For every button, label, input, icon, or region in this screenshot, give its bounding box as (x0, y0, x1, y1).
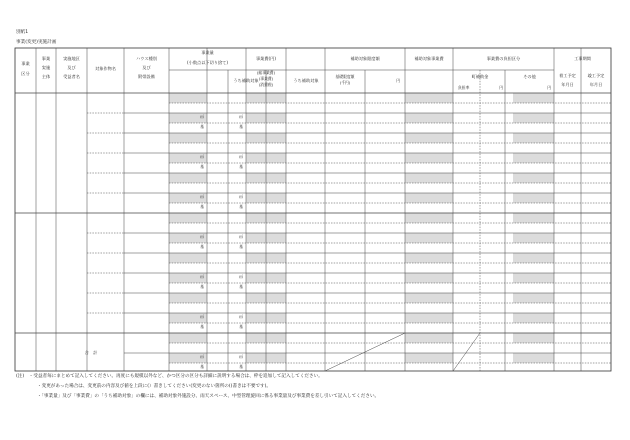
header-shunko: 年月日 (589, 82, 603, 87)
shaded-cell (169, 173, 207, 183)
shaded-cell (169, 213, 207, 223)
shaded-cell (513, 333, 554, 343)
note-3: ・「事業量」及び「事業費」の「うち補助対象」の欄には、補助対象外施設分、雨天スペース、中型管理旋回に係る事業量及び事業費を差し引いて記入してください。 (37, 394, 380, 399)
diagonal-line (453, 333, 480, 371)
unit-m2: ㎡ (239, 314, 243, 319)
header-jigyo-kubun: 区分 (21, 71, 30, 76)
header-jisshi-shutai: 実施 (41, 65, 51, 70)
unit-ki: 基 (200, 204, 204, 209)
unit-ki: 基 (200, 364, 204, 369)
shaded-cell (169, 133, 207, 143)
unit-m2: ㎡ (239, 354, 243, 359)
unit-m2: ㎡ (239, 194, 243, 199)
shaded-cell (513, 273, 554, 283)
shaded-cell (513, 93, 554, 103)
header-jigyoryo: 事業量 (201, 50, 214, 55)
shaded-cell (513, 193, 554, 203)
unit-ki: 基 (239, 204, 243, 209)
shaded-cell (513, 253, 554, 263)
note-1: (注) ・受益者毎にまとめて記入してください。再度にも規模以外など、かつ区分の区分も詳細に説明する場合は、枠を追加して記入してください。 (16, 374, 323, 379)
unit-m2: ㎡ (200, 114, 204, 119)
unit-ki: 基 (200, 124, 204, 129)
header-shunko: 竣工予定 (587, 73, 605, 78)
unit-ki: 基 (239, 124, 243, 129)
shaded-cell (513, 293, 554, 303)
header-yen: 円 (396, 78, 400, 83)
header-chiku: 及び (67, 65, 76, 70)
header-jigyohi-sub: (総事業費) (256, 70, 276, 75)
shaded-cell (405, 93, 453, 103)
shaded-cell (513, 353, 554, 363)
header-kijun: 基礎限度額 (335, 74, 355, 79)
header-jigyo-kubun: 事業 (21, 61, 30, 66)
shaded-cell (513, 133, 554, 143)
shaded-cell (405, 153, 453, 163)
unit-m2: ㎡ (239, 114, 243, 119)
unit-m2: ㎡ (200, 354, 204, 359)
unit-m2: ㎡ (200, 234, 204, 239)
unit-m2: ㎡ (200, 274, 204, 279)
shaded-cell (405, 113, 453, 123)
header-hojo-jogen: 補助対象限度額 (350, 56, 380, 61)
header-yen: 円 (499, 85, 503, 90)
header-yen: 円 (547, 85, 551, 90)
shaded-cell (405, 273, 453, 283)
unit-m2: ㎡ (239, 234, 243, 239)
unit-m2: ㎡ (239, 274, 243, 279)
shaded-cell (513, 313, 554, 323)
shaded-cell (513, 233, 554, 243)
unit-m2: ㎡ (200, 154, 204, 159)
header-jisshi-shutai: 主体 (41, 74, 51, 79)
header-uchi-hojo-taisho-2: うち補助対象 (293, 78, 319, 83)
header-chiku: 受益者名 (63, 74, 80, 79)
shaded-cell (405, 173, 453, 183)
shaded-cell (513, 153, 554, 163)
unit-ki: 基 (200, 164, 204, 169)
header-chakko: 着工予定 (559, 73, 576, 78)
shaded-cell (405, 353, 453, 363)
header-jigyohi-sub: (事業費) (258, 76, 274, 81)
header-jisshi-shutai: 事業 (41, 56, 51, 61)
unit-m2: ㎡ (239, 154, 243, 159)
header-chakko: 年月日 (561, 82, 574, 87)
header-house: ハウス種別 (136, 56, 157, 61)
unit-m2: ㎡ (200, 314, 204, 319)
shaded-cell (513, 113, 554, 123)
unit-ki: 基 (239, 324, 243, 329)
shaded-cell (169, 93, 207, 103)
note-2: ・変更があった場合は、変更前の内容及び値を上段に(）書きしてください(変更のない箇所の()書きは不要です)。 (37, 384, 272, 389)
shaded-cell (405, 253, 453, 263)
total-label: 合 計 (84, 350, 98, 355)
shaded-cell (169, 293, 207, 303)
page-title: 事業(変更)実施計画 (16, 40, 57, 45)
header-house: 附帯設備 (138, 74, 155, 79)
header-koufukin: 町補助金 (471, 74, 489, 79)
header-jigyoryo: (小数点以下切り捨て) (187, 60, 228, 65)
unit-ki: 基 (200, 324, 204, 329)
shaded-cell (405, 193, 453, 203)
unit-ki: 基 (200, 244, 204, 249)
unit-ki: 基 (239, 284, 243, 289)
header-kouki: 工事期間 (574, 56, 591, 61)
shaded-cell (405, 313, 453, 323)
shaded-cell (169, 253, 207, 263)
shaded-cell (405, 233, 453, 243)
header-jigyohi: 事業費(円) (255, 56, 277, 61)
unit-ki: 基 (239, 364, 243, 369)
header-hojo-jigyohi: 補助対象事業費 (414, 56, 444, 61)
shaded-cell (405, 133, 453, 143)
header-uchi-hojo-taisho: うち補助対象 (233, 78, 259, 83)
header-jigyohi-sub: (消費税) (258, 82, 274, 87)
unit-ki: 基 (239, 244, 243, 249)
header-sonota: その他 (523, 74, 536, 79)
header-chiku: 実施地区 (63, 56, 80, 61)
unit-m2: ㎡ (200, 194, 204, 199)
shaded-cell (513, 173, 554, 183)
shaded-cell (405, 333, 453, 343)
unit-ki: 基 (239, 164, 243, 169)
shaded-cell (405, 293, 453, 303)
header-sakumotsu: 対象作物名 (95, 66, 116, 71)
header-futan: 事業費の負担区分 (486, 56, 521, 61)
unit-ki: 基 (200, 284, 204, 289)
appendix-label: 別紙1 (16, 30, 29, 35)
shaded-cell (169, 333, 207, 343)
header-kijun: (千円) (339, 80, 351, 85)
shaded-cell (405, 213, 453, 223)
header-hojoritsu: 負担率 (458, 85, 470, 90)
header-house: 及び (142, 65, 151, 70)
shaded-cell (513, 213, 554, 223)
